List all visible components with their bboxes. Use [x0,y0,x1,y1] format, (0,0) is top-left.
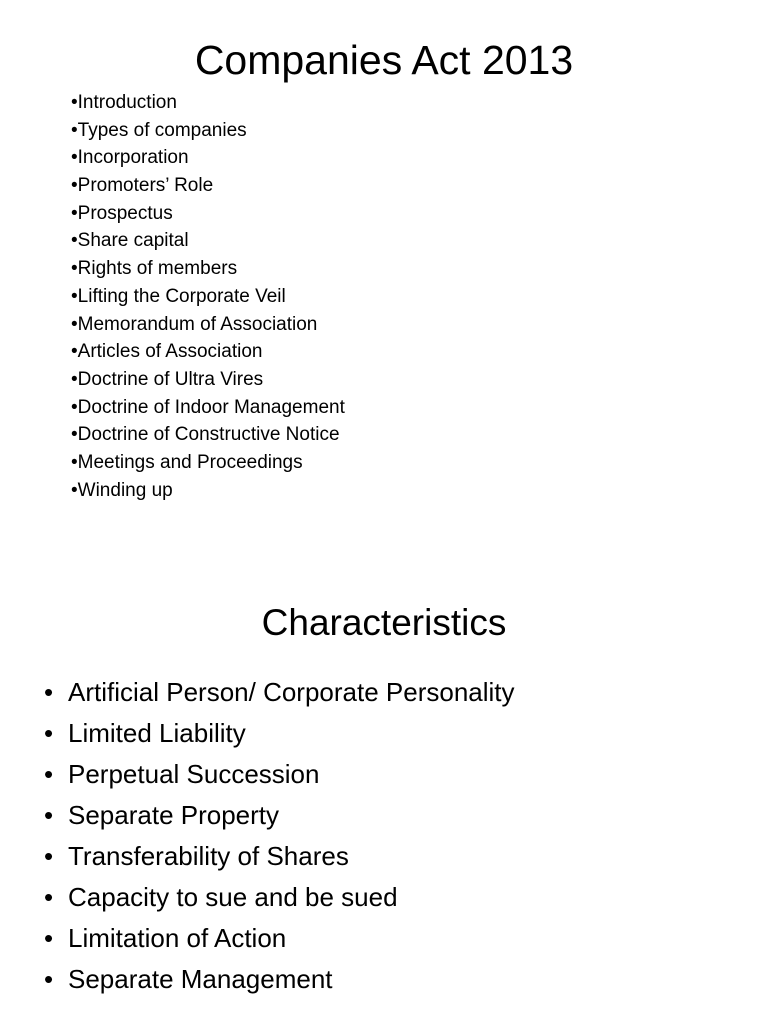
list-item-text: Artificial Person/ Corporate Personality [68,677,515,707]
list-item: •Prospectus [71,202,173,224]
topic-list [71,89,345,504]
list-item-text: Capacity to sue and be sued [68,882,398,912]
list-item [44,959,515,1000]
list-item: •Articles of Association [71,341,263,363]
list-item: •Doctrine of Constructive Notice [71,424,340,446]
bullet-icon: • [44,718,54,748]
list-item: •Incorporation [71,147,189,169]
bullet-icon: • [44,677,54,707]
bullet-icon: • [44,759,54,789]
list-item: •Promoters’ Role [71,175,214,197]
list-item-text: Separate Management [68,964,333,994]
slide-title: Characteristics [261,602,507,643]
slide-title: Companies Act 2013 [194,37,574,83]
list-item-text: Separate Property [68,800,280,830]
list-item: •Winding up [71,479,173,501]
list-item [44,754,515,795]
list-item [44,713,515,754]
list-item [44,795,515,836]
list-item [44,918,515,959]
list-item [44,836,515,877]
list-item: •Doctrine of Ultra Vires [71,368,264,390]
list-item-text: Transferability of Shares [68,841,349,871]
list-item-text: Perpetual Succession [68,759,320,789]
list-item: •Lifting the Corporate Veil [71,285,286,307]
bullet-icon: • [44,964,54,994]
list-item: •Types of companies [71,119,247,141]
list-item: •Doctrine of Indoor Management [71,396,345,418]
list-item-text: Limitation of Action [68,923,287,953]
bullet-icon: • [44,923,54,953]
characteristics-list [44,672,515,1000]
list-item: •Rights of members [71,258,238,280]
list-item: •Meetings and Proceedings [71,451,303,473]
list-item [44,877,515,918]
list-item [44,672,515,713]
list-item: •Share capital [71,230,189,252]
list-item: •Memorandum of Association [71,313,318,335]
list-item-text: Limited Liability [68,718,246,748]
list-item: •Introduction [71,92,177,113]
bullet-icon: • [44,841,54,871]
bullet-icon: • [44,800,54,830]
slide-characteristics [0,576,768,1024]
bullet-icon: • [44,882,54,912]
